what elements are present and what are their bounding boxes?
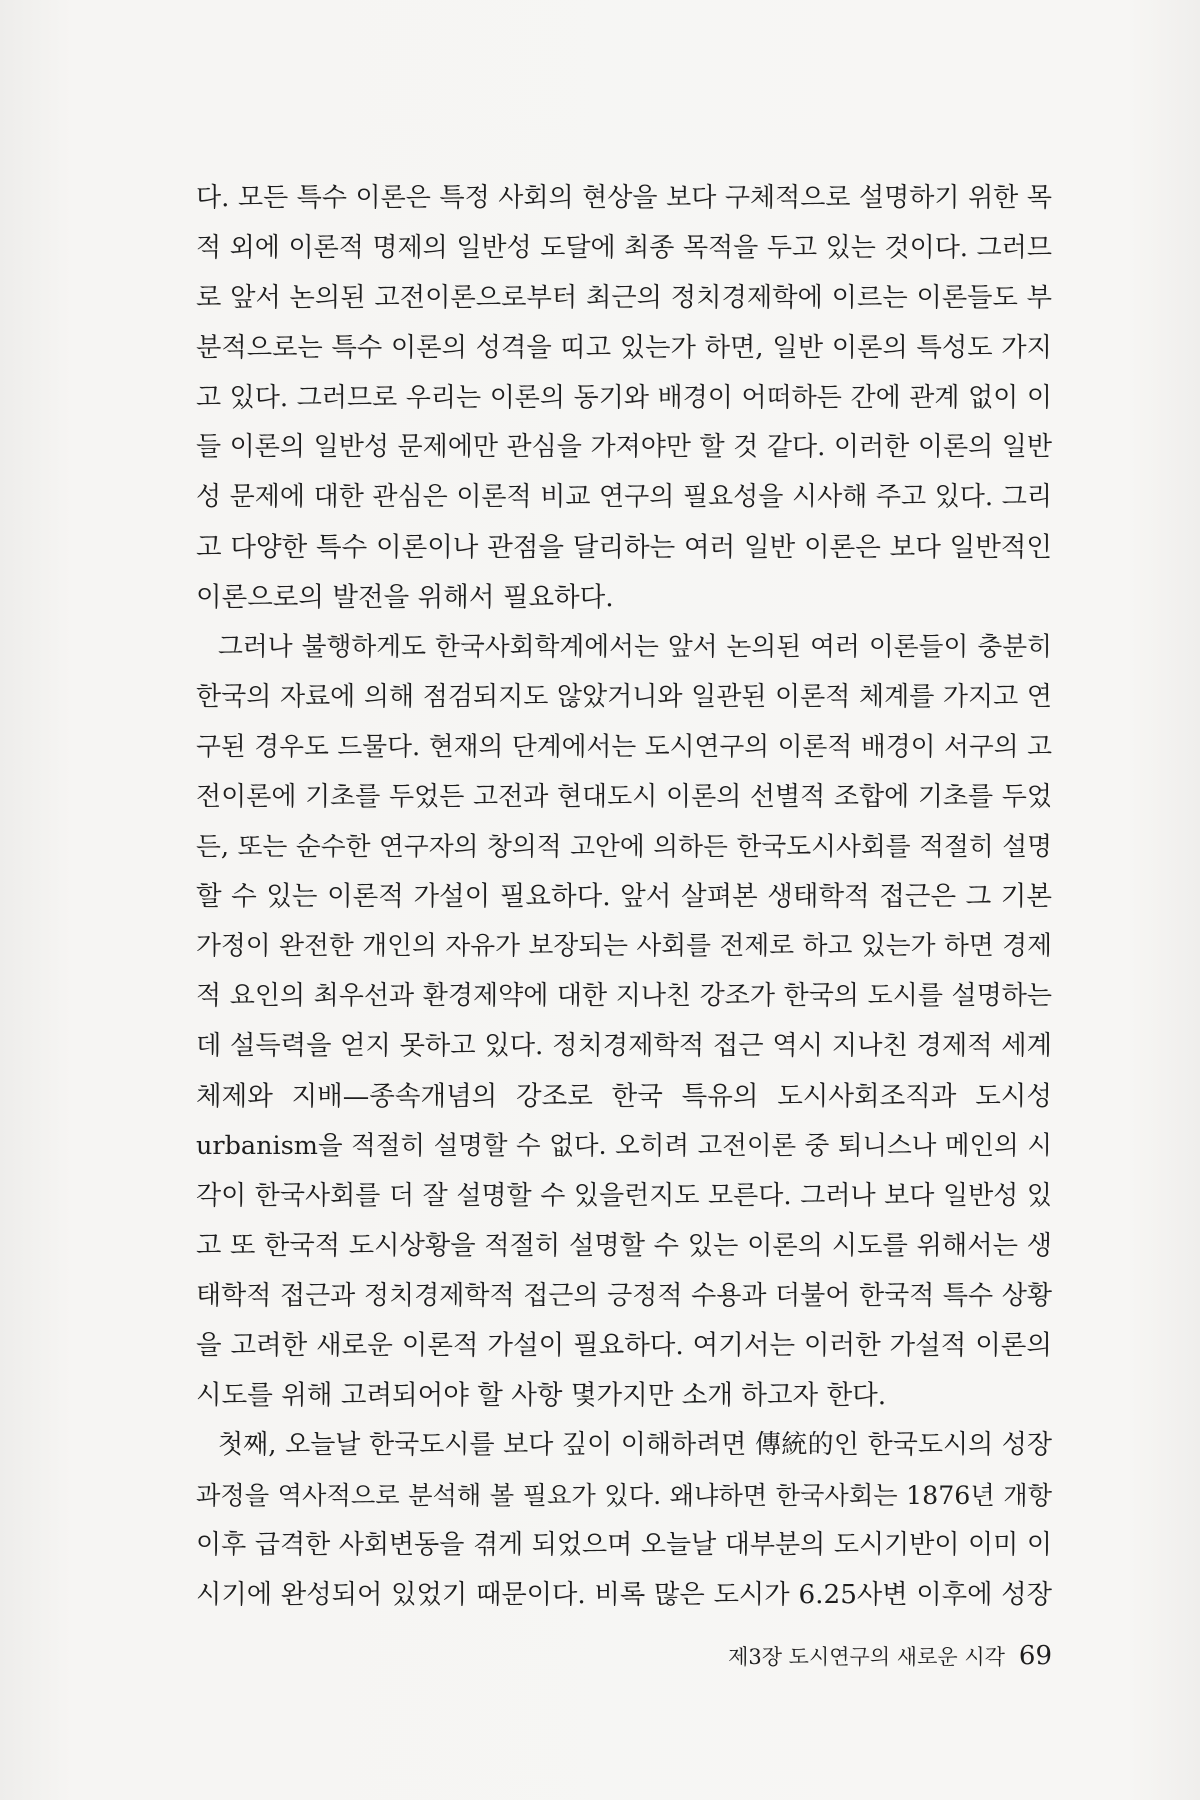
paragraph-start-line: 그러나 불행하게도 한국사회학계에서는 앞서 논의된 여러 이론들이 충분히 xyxy=(218,632,1052,663)
text-line: 과정을 역사적으로 분석해 볼 필요가 있다. 왜냐하면 한국사회는 1876년 개항 xyxy=(196,1481,1052,1511)
text-line: 구된 경우도 드물다. 현재의 단계에서는 도시연구의 이론적 배경이 서구의 고 xyxy=(196,731,1052,762)
text-line: 든, 또는 순수한 연구자의 창의적 고안에 의하든 한국도시사회를 적절히 설명 xyxy=(196,831,1052,862)
text-line: 적 요인의 최우선과 환경제약에 대한 지나친 강조가 한국의 도시를 설명하는 xyxy=(196,981,1052,1012)
text-line: 태학적 접근과 정치경제학적 접근의 긍정적 수용과 더불어 한국적 특수 상황 xyxy=(196,1280,1052,1311)
text-line: 고 있다. 그러므로 우리는 이론의 동기와 배경이 어떠하든 간에 관계 없이 이 xyxy=(196,382,1052,413)
running-footer xyxy=(708,1641,1052,1671)
text-line: 가정이 완전한 개인의 자유가 보장되는 사회를 전제로 하고 있는가 하면 경제 xyxy=(196,931,1052,962)
text-line: 이론으로의 발전을 위해서 필요하다. xyxy=(196,582,614,614)
text-line: 데 설득력을 얻지 못하고 있다. 정치경제학적 접근 역시 지나친 경제적 세계 xyxy=(196,1031,1052,1062)
text-line: 할 수 있는 이론적 가설이 필요하다. 앞서 살펴본 생태학적 접근은 그 기본 xyxy=(196,881,1052,913)
text-line: 고 다양한 특수 이론이나 관점을 달리하는 여러 일반 이론은 보다 일반적인 xyxy=(196,532,1052,564)
text-line: 분적으로는 특수 이론의 성격을 띠고 있는가 하면, 일반 이론의 특성도 가지 xyxy=(196,332,1052,363)
text-line: 다. 모든 특수 이론은 특정 사회의 현상을 보다 구체적으로 설명하기 위한 목 xyxy=(196,183,1052,213)
text-line: 을 고려한 새로운 이론적 가설이 필요하다. 여기서는 이러한 가설적 이론의 xyxy=(196,1330,1052,1362)
text-line: urbanism을 적절히 설명할 수 없다. 오히려 고전이론 중 퇴니스나 메인의 시 xyxy=(196,1130,1052,1161)
paragraph-start-line: 첫째, 오늘날 한국도시를 보다 깊이 이해하려면 傳統的인 한국도시의 성장 xyxy=(218,1430,1052,1461)
text-line: 시도를 위해 고려되어야 할 사항 몇가지만 소개 하고자 한다. xyxy=(196,1380,887,1412)
text-line: 체제와 지배—종속개념의 강조로 한국 특유의 도시사회조직과 도시성 xyxy=(196,1081,1052,1113)
text-line: 성 문제에 대한 관심은 이론적 비교 연구의 필요성을 시사해 주고 있다. 그리 xyxy=(196,482,1052,513)
text-line: 전이론에 기초를 두었든 고전과 현대도시 이론의 선별적 조합에 기초를 두었 xyxy=(196,781,1052,812)
text-line: 각이 한국사회를 더 잘 설명할 수 있을런지도 모른다. 그러나 보다 일반성 있 xyxy=(196,1180,1052,1211)
text-line: 시기에 완성되어 있었기 때문이다. 비록 많은 도시가 6.25사변 이후에 성장 xyxy=(196,1579,1052,1610)
chapter-title: 제3장 도시연구의 새로운 시각 xyxy=(728,1645,1005,1669)
text-line: 적 외에 이론적 명제의 일반성 도달에 최종 목적을 두고 있는 것이다. 그러므 xyxy=(196,232,1052,263)
text-line: 이후 급격한 사회변동을 겪게 되었으며 오늘날 대부분의 도시기반이 이미 이 xyxy=(196,1530,1052,1561)
text-line: 고 또 한국적 도시상황을 적절히 설명할 수 있는 이론의 시도를 위해서는 생 xyxy=(196,1230,1052,1261)
text-line: 들 이론의 일반성 문제에만 관심을 가져야만 할 것 같다. 이러한 이론의 일반 xyxy=(196,432,1052,463)
text-line: 한국의 자료에 의해 점검되지도 않았거니와 일관된 이론적 체계를 가지고 연 xyxy=(196,681,1052,712)
text-line: 로 앞서 논의된 고전이론으로부터 최근의 정치경제학에 이르는 이론들도 부 xyxy=(196,282,1052,313)
page-number: 69 xyxy=(1018,1641,1052,1671)
body-text xyxy=(196,174,1052,1621)
